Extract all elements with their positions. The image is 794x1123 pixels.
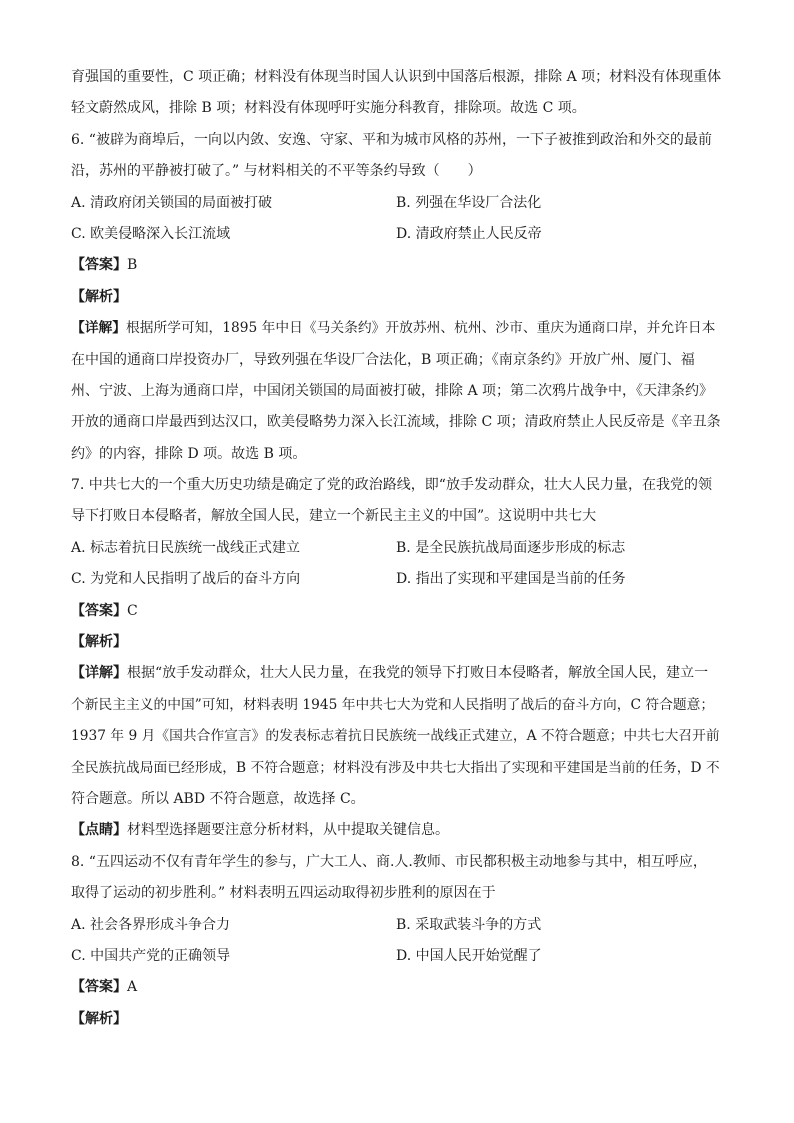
option-b: B. 列强在华设厂合法化 xyxy=(396,194,542,211)
answer-value: C xyxy=(127,602,138,619)
option-b: B. 采取武装斗争的方式 xyxy=(396,916,542,933)
detail-text: 约》的内容，排除 D 项。故选 B 项。 xyxy=(71,445,307,462)
detail-line xyxy=(71,658,721,689)
question-6 xyxy=(71,125,721,470)
question-stem: 取得了运动的初步胜利。” 材料表明五四运动取得初步胜利的原因在于 xyxy=(71,885,496,902)
detail-text: 根据所学可知，1895 年中日《马关条约》开放苏州、杭州、沙市、重庆为通商口岸，并允许日本 xyxy=(126,320,716,337)
comment-tag: 【点睛】 xyxy=(71,822,127,839)
detail-line xyxy=(71,313,721,344)
comment-text: 材料型选择题要注意分析材料，从中提取关键信息。 xyxy=(127,822,449,839)
document-page xyxy=(71,62,721,1035)
question-stem: 8. “五四运动不仅有青年学生的参与，广大工人、商.人.教师、市民都积极主动地参与其中，相互呼应， xyxy=(71,853,707,870)
option-c: C. 欧美侵略深入长江流域 xyxy=(71,225,231,242)
question-8 xyxy=(71,847,721,1035)
analysis-tag: 【解析】 xyxy=(71,1010,127,1027)
analysis-line xyxy=(71,282,721,313)
question-stem: 6. “被辟为商埠后，一向以内敛、安逸、守家、平和为城市风格的苏州，一下子被推到政治和外交的最前 xyxy=(71,131,712,148)
options-row xyxy=(71,533,721,564)
answer-value: A xyxy=(127,979,138,996)
answer-value: B xyxy=(127,257,138,274)
option-d: D. 中国人民开始觉醒了 xyxy=(396,947,542,964)
detail-text: 根据“放手发动群众，壮大人民力量，在我党的领导下打败日本侵略者，解放全国人民，建立一 xyxy=(127,665,709,682)
answer-line xyxy=(71,972,721,1003)
question-stem: 沿，苏州的平静被打破了。” 与材料相关的不平等条约导致（ ） xyxy=(71,163,482,180)
option-d: D. 指出了实现和平建国是当前的任务 xyxy=(396,571,626,588)
options-row xyxy=(71,564,721,595)
question-stem: 7. 中共七大的一个重大历史功绩是确定了党的政治路线，即“放手发动群众，壮大人民力量，在我党的领 xyxy=(71,477,712,494)
detail-text: 在中国的通商口岸投资办厂，导致列强在华设厂合法化，B 项正确；《南京条约》开放广州、厦门、福 xyxy=(71,351,695,368)
option-a: A. 标志着抗日民族统一战线正式建立 xyxy=(71,539,301,556)
options-row xyxy=(71,941,721,972)
options-row xyxy=(71,188,721,219)
option-a: A. 清政府闭关锁国的局面被打破 xyxy=(71,194,273,211)
text-line: 轻文蔚然成风，排除 B 项；材料没有体现呼吁实施分科教育，排除项。故选 C 项。 xyxy=(71,100,586,117)
text-line: 育强国的重要性，C 项正确；材料没有体现当时国人认识到中国落后根源，排除 A 项；材料没有体现重体 xyxy=(71,69,722,85)
question-7 xyxy=(71,470,721,847)
detail-text: 开放的通商口岸最西到达汉口，欧美侵略势力深入长江流域，排除 C 项；清政府禁止人民反帝是《辛丑条 xyxy=(71,414,721,431)
detail-tag: 【详解】 xyxy=(71,320,127,337)
answer-tag: 【答案】 xyxy=(71,257,127,274)
detail-text: 1937 年 9 月《国共合作宣言》的发表标志着抗日民族统一战线正式建立，A 不符合题意；中共七大召开前 xyxy=(71,728,720,745)
analysis-line xyxy=(71,1004,721,1035)
answer-tag: 【答案】 xyxy=(71,979,127,996)
detail-text: 全民族抗战局面已经形成，B 不符合题意；材料没有涉及中共七大指出了实现和平建国是当前的任务，D 不 xyxy=(71,759,720,776)
option-c: C. 为党和人民指明了战后的奋斗方向 xyxy=(71,571,301,588)
detail-text: 个新民主主义的中国”可知，材料表明 1945 年中共七大为党和人民指明了战后的奋斗方向，C 符合题意； xyxy=(71,696,715,713)
detail-tag: 【详解】 xyxy=(71,665,127,682)
analysis-line xyxy=(71,627,721,658)
detail-text: 州、宁波、上海为通商口岸，中国闭关锁国的局面被打破，排除 A 项；第二次鸦片战争中，《天津条约》 xyxy=(71,382,714,399)
analysis-tag: 【解析】 xyxy=(71,288,127,305)
options-row xyxy=(71,910,721,941)
option-c: C. 中国共产党的正确领导 xyxy=(71,947,231,964)
detail-text: 符合题意。所以 ABD 不符合题意，故选择 C。 xyxy=(71,790,365,807)
answer-line xyxy=(71,596,721,627)
option-b: B. 是全民族抗战局面逐步形成的标志 xyxy=(396,539,626,556)
answer-tag: 【答案】 xyxy=(71,602,127,619)
answer-line xyxy=(71,250,721,281)
analysis-tag: 【解析】 xyxy=(71,634,127,651)
question-stem: 导下打败日本侵略者，解放全国人民，建立一个新民主主义的中国”。这说明中共七大 xyxy=(71,508,597,525)
option-d: D. 清政府禁止人民反帝 xyxy=(396,225,542,242)
options-row xyxy=(71,219,721,250)
comment-line xyxy=(71,815,721,846)
option-a: A. 社会各界形成斗争合力 xyxy=(71,916,231,933)
